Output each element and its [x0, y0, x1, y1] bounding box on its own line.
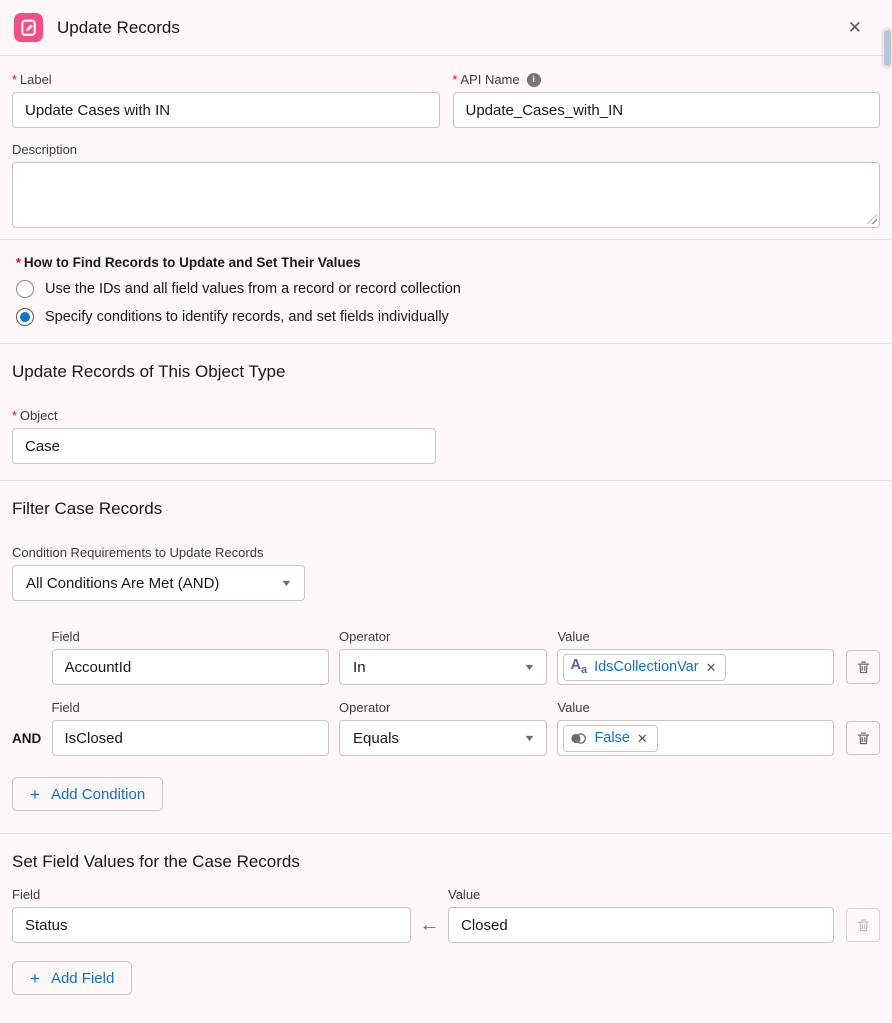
text-type-icon: $A_a$	[570, 657, 588, 676]
section-divider	[0, 343, 892, 344]
radio-option-use-ids[interactable]	[16, 280, 876, 298]
object-field-label: * Object	[12, 408, 58, 423]
radio-button[interactable]	[16, 280, 34, 298]
condition-field-input[interactable]	[52, 649, 330, 685]
assignment-row	[12, 887, 880, 943]
value-column-label: Value	[557, 629, 590, 644]
set-values-section	[0, 852, 892, 995]
filter-section	[0, 499, 892, 811]
condition-requirements-label: Condition Requirements to Update Records	[12, 545, 264, 560]
required-asterisk: *	[12, 408, 17, 423]
object-section	[0, 362, 892, 480]
how-to-find-section	[0, 240, 892, 343]
add-condition-button[interactable]: + Add Condition	[12, 777, 163, 811]
operator-value: Equals	[353, 729, 399, 747]
chevron-down-icon: ▼	[522, 662, 536, 672]
radio-option-label: Specify conditions to identify records, and set fields individually	[45, 309, 449, 325]
condition-row	[12, 629, 880, 685]
delete-assignment-button[interactable]	[846, 908, 880, 942]
close-icon[interactable]: ✕	[847, 18, 862, 37]
dialog-title: Update Records	[57, 17, 180, 37]
condition-value-input[interactable]	[557, 649, 834, 685]
operator-value: In	[353, 658, 366, 676]
description-textarea[interactable]	[12, 162, 880, 228]
plus-icon: +	[30, 968, 40, 988]
condition-value-input[interactable]	[557, 720, 834, 756]
delete-condition-button[interactable]	[846, 721, 880, 755]
value-column-label: Value	[557, 700, 590, 715]
remove-pill-icon[interactable]: ✕	[705, 659, 717, 675]
pill-label: IdsCollectionVar	[594, 659, 699, 675]
delete-condition-button[interactable]	[846, 650, 880, 684]
field-column-label: Field	[51, 700, 80, 715]
object-section-heading: Update Records of This Object Type	[12, 362, 286, 381]
label-field-label: * Label	[12, 72, 52, 87]
api-name-input[interactable]	[453, 92, 881, 128]
condition-operator-select[interactable]	[339, 720, 547, 756]
operator-column-label: Operator	[339, 629, 391, 644]
boolean-type-icon	[570, 732, 587, 745]
update-records-icon	[14, 13, 43, 42]
dialog-header	[0, 0, 892, 56]
condition-requirements-select[interactable]	[12, 565, 305, 601]
condition-logic-label: AND	[12, 730, 42, 746]
required-asterisk: *	[16, 255, 21, 270]
condition-row	[12, 700, 880, 756]
filter-section-heading: Filter Case Records	[12, 499, 163, 518]
radio-button[interactable]	[16, 308, 34, 326]
how-to-find-label: * How to Find Records to Update and Set Their Values	[16, 255, 361, 270]
info-icon[interactable]: i	[527, 73, 541, 87]
operator-column-label: Operator	[339, 700, 391, 715]
api-name-field-label: * API Name i	[453, 72, 881, 87]
object-input[interactable]	[12, 428, 436, 464]
condition-operator-select[interactable]	[339, 649, 547, 685]
condition-gutter	[12, 649, 52, 685]
section-divider	[0, 480, 892, 481]
section-divider	[0, 833, 892, 834]
remove-pill-icon[interactable]: ✕	[636, 730, 648, 746]
field-column-label: Field	[12, 887, 41, 902]
condition-requirements-value: All Conditions Are Met (AND)	[26, 574, 220, 592]
pill-label: False	[594, 730, 630, 746]
condition-field-input[interactable]	[52, 720, 330, 756]
scrollbar-thumb[interactable]	[884, 30, 891, 66]
chevron-down-icon: ▼	[522, 733, 536, 743]
required-asterisk: *	[452, 72, 458, 87]
radio-option-label: Use the IDs and all field values from a record or record collection	[45, 281, 461, 297]
set-values-heading: Set Field Values for the Case Records	[12, 852, 300, 871]
chevron-down-icon: ▼	[280, 578, 294, 588]
field-column-label: Field	[51, 629, 80, 644]
value-column-label: Value	[448, 887, 481, 902]
plus-icon: +	[30, 784, 40, 804]
description-field-label: Description	[12, 142, 78, 157]
value-pill[interactable]	[563, 725, 657, 752]
assignment-value-input[interactable]	[448, 907, 834, 943]
required-asterisk: *	[12, 72, 17, 87]
left-arrow-icon: ←	[419, 913, 440, 936]
add-field-button[interactable]: + Add Field	[12, 961, 132, 995]
value-pill[interactable]	[563, 654, 726, 681]
assignment-field-input[interactable]	[12, 907, 411, 943]
label-input[interactable]	[12, 92, 440, 128]
name-row	[12, 72, 880, 128]
radio-option-specify-conditions[interactable]	[16, 308, 876, 326]
